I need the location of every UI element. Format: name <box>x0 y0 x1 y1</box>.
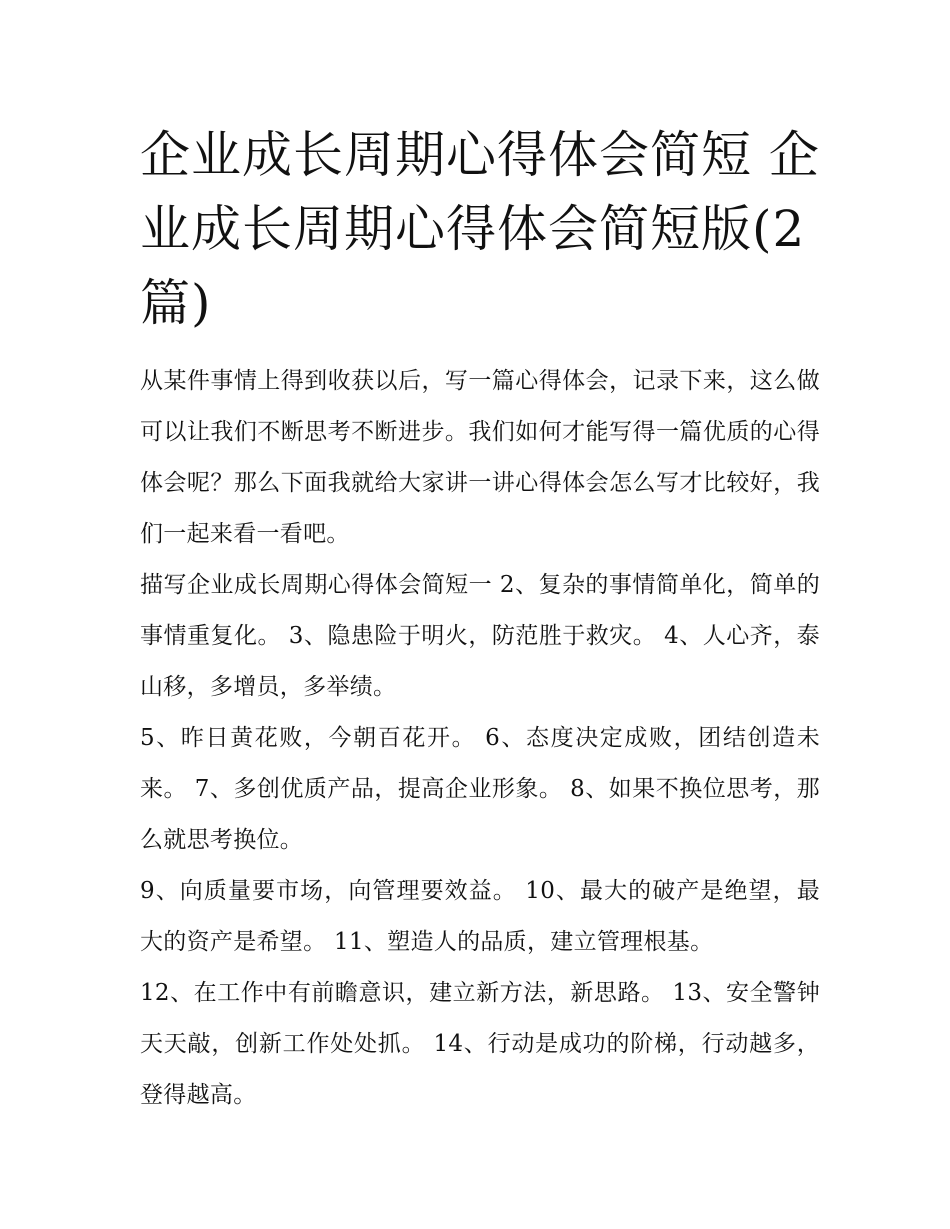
title-block <box>140 118 820 340</box>
paragraph-intro: 从某件事情上得到收获以后，写一篇心得体会，记录下来，这么做可以让我们不断思考不断进步。我们如何才能写得一篇优质的心得体会呢？那么下面我就给大家讲一讲心得体会怎么写才比较好，我们一起来看一看吧。 <box>140 368 820 547</box>
document-page <box>140 118 820 1121</box>
document-title: 企业成长周期心得体会简短 企业成长周期心得体会简短版(2篇) <box>140 126 820 332</box>
document-body <box>140 356 820 1121</box>
paragraph-section-4: 12、在工作中有前瞻意识，建立新方法，新思路。 13、安全警钟天天敲，创新工作处处抓。 14、行动是成功的阶梯，行动越多，登得越高。 <box>140 980 820 1108</box>
paragraph-section-1: 描写企业成长周期心得体会简短一 2、复杂的事情简单化，简单的事情重复化。 3、隐患险于明火，防范胜于救灾。 4、人心齐，泰山移，多增员，多举绩。 <box>140 572 820 700</box>
paragraph-section-3: 9、向质量要市场，向管理要效益。 10、最大的破产是绝望，最大的资产是希望。 11、塑造人的品质，建立管理根基。 <box>140 878 820 955</box>
paragraph-section-2: 5、昨日黄花败，今朝百花开。 6、态度决定成败，团结创造未来。 7、多创优质产品，提高企业形象。 8、如果不换位思考，那么就思考换位。 <box>140 725 820 853</box>
